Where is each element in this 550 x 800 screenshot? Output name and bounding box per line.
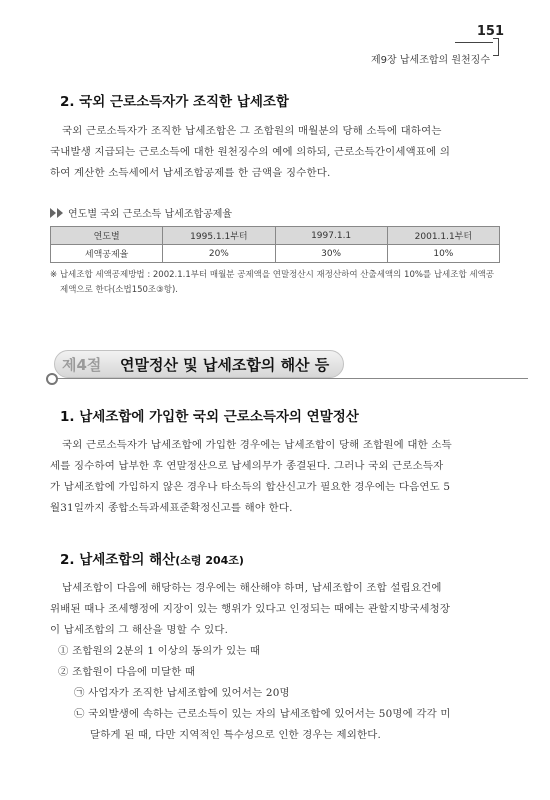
table-header-cell: 연도별 — [51, 227, 163, 245]
section-number: 제4절 — [62, 356, 102, 374]
paragraph-line: 월31일까지 종합소득과세표준확정신고를 해야 한다. — [50, 502, 293, 514]
section-heading: 2. 국외 근로소득자가 조직한 납세조합 — [60, 94, 289, 110]
table-title — [50, 205, 232, 220]
deduction-rate-table — [50, 226, 500, 263]
subsection-heading — [60, 548, 244, 568]
table-header-row — [51, 227, 500, 245]
page-number: 151 — [476, 24, 504, 39]
section-title: 연말정산 및 납세조합의 해산 등 — [120, 356, 330, 374]
table-header-cell: 2001.1.1부터 — [387, 227, 499, 245]
numbered-list — [58, 641, 260, 683]
table-header-cell: 1995.1.1부터 — [163, 227, 275, 245]
paragraph-line: 납세조합이 다음에 해당하는 경우에는 해산해야 하며, 납세조합이 조합 설립요건에 — [62, 582, 442, 594]
table-cell: 10% — [387, 245, 499, 263]
table-cell: 20% — [163, 245, 275, 263]
subsection-paragraph — [50, 578, 503, 641]
sub-list-item: ㉡ 국외발생에 속하는 근로소득이 있는 자의 납세조합에 있어서는 50명에 각각 미 — [74, 708, 451, 720]
table-cell: 세액공제율 — [51, 245, 163, 263]
table-header-cell: 1997.1.1 — [275, 227, 387, 245]
header-bracket — [493, 38, 499, 56]
banner-circle-icon — [46, 373, 58, 385]
paragraph-line: 국외 근로소득자가 납세조합에 가입한 경우에는 납세조합이 당해 조합원에 대한 소득 — [62, 439, 452, 451]
table-note — [50, 268, 500, 298]
subsection-paragraph — [50, 435, 503, 519]
sub-list-item: ㉠ 사업자가 조직한 납세조합에 있어서는 20명 — [74, 687, 290, 699]
paragraph-line: 국내발생 지급되는 근로소득에 대한 원천징수의 예에 의하되, 근로소득간이세액표에 의 — [50, 146, 451, 158]
section-paragraph — [50, 121, 503, 184]
subsection-heading: 1. 납세조합에 가입한 국외 근로소득자의 연말정산 — [60, 409, 359, 425]
subsection-heading-text: 2. 납세조합의 해산 — [60, 552, 176, 568]
arrow-icon — [50, 208, 56, 218]
note-line: ※ 납세조합 세액공제방법 : 2002.1.1부터 매월분 공제액을 연말정산시 재정산하여 산출세액의 10%를 납세조합 세액공 — [50, 270, 495, 280]
sub-list — [74, 683, 504, 746]
subsection-heading-ref: (소령 204조) — [175, 554, 244, 567]
table-row — [51, 245, 500, 263]
arrow-icon — [57, 208, 63, 218]
header-rule — [455, 42, 493, 43]
list-item: ① 조합원의 2분의 1 이상의 동의가 있는 때 — [58, 645, 261, 657]
running-head: 제9장 납세조합의 원천징수 — [371, 55, 490, 66]
paragraph-line: 국외 근로소득자가 조직한 납세조합은 그 조합원의 매월분의 당해 소득에 대하여는 — [62, 125, 442, 137]
sub-list-item: 달하게 된 때, 다만 지역적인 특수성으로 인한 경우는 제외한다. — [90, 729, 381, 741]
table-cell: 30% — [275, 245, 387, 263]
table-title-text: 연도별 국외 근로소득 납세조합공제율 — [68, 209, 233, 220]
paragraph-line: 가 납세조합에 가입하지 않은 경우나 타소득의 합산신고가 필요한 경우에는 다음연도 5 — [50, 481, 451, 493]
paragraph-line: 하여 계산한 소득세에서 납세조합공제를 한 금액을 징수한다. — [50, 167, 331, 179]
section-banner-rule — [56, 378, 528, 379]
paragraph-line: 이 납세조합의 그 해산을 명할 수 있다. — [50, 624, 229, 636]
paragraph-line: 세를 징수하여 납부한 후 연말정산으로 납세의무가 종결된다. 그러나 국외 근로소득자 — [50, 460, 444, 472]
list-item: ② 조합원이 다음에 미달한 때 — [58, 666, 196, 678]
note-line: 제액으로 한다(소법150조③항). — [60, 285, 178, 295]
paragraph-line: 위배된 때나 조세행정에 지장이 있는 행위가 있다고 인정되는 때에는 관할지방국세청장 — [50, 603, 451, 615]
